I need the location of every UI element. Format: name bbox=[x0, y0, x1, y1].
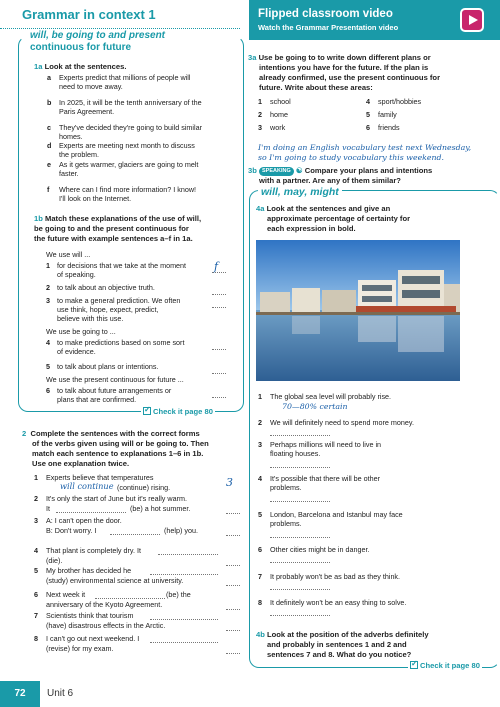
percentage-blank[interactable] bbox=[270, 584, 330, 590]
ex1b-going-line1: to talk about plans or intentions. bbox=[57, 362, 159, 371]
percentage-blank[interactable] bbox=[270, 496, 330, 502]
area-label: home bbox=[270, 110, 288, 119]
area-number: 1 bbox=[258, 97, 262, 106]
ex2-item-text-c: (be) a hot summer. bbox=[130, 504, 191, 513]
going-intro: We use be going to ... bbox=[46, 327, 116, 336]
ex3b-line2: with a partner. Are any of them similar? bbox=[259, 176, 401, 186]
ex3a-example-line2: so I'm going to study vocabulary this weekend. bbox=[258, 153, 445, 162]
ex4b-heading bbox=[256, 630, 496, 660]
ex4a-line2: approximate percentage of certainty for bbox=[267, 213, 411, 223]
ex1b-item-line2: use think, hope, expect, predict, bbox=[57, 305, 159, 314]
ex1b-item-line1: for decisions that we take at the moment bbox=[57, 261, 187, 270]
ex2-item-answer: 3 bbox=[226, 476, 233, 489]
ex1a-item-line1: They've decided they're going to build similar bbox=[59, 123, 202, 132]
area-number: 5 bbox=[366, 110, 370, 119]
ex1a-item-line2: need to move away. bbox=[59, 82, 123, 91]
ex2-item-text-a: It's only the start of June but it's really warm. bbox=[46, 494, 187, 503]
ex4a-item-line1: Other cities might be in danger. bbox=[270, 545, 370, 554]
ex1b-item-line2: of speaking. bbox=[57, 270, 96, 279]
ex4b-line1: Look at the position of the adverbs definitely bbox=[267, 630, 429, 639]
ex2-item-text-c: (help) you. bbox=[164, 526, 198, 535]
ex4a-item-line1: London, Barcelona and Istanbul may face bbox=[270, 510, 403, 519]
answer-blank[interactable] bbox=[226, 558, 240, 566]
ex3a-line1: Use be going to to write down different plans or bbox=[258, 53, 431, 62]
percentage-blank[interactable] bbox=[270, 430, 330, 436]
section2-title: will, may, might bbox=[258, 186, 342, 200]
ex4a-item-line1: We will definitely need to spend more money. bbox=[270, 418, 414, 427]
ex1b-pc-number: 6 bbox=[46, 386, 50, 395]
ex1b-pc-line2: plans that are confirmed. bbox=[57, 395, 137, 404]
ex2-item-number: 7 bbox=[34, 611, 38, 620]
page-number: 72 bbox=[0, 681, 40, 707]
ex1a-instruction: Look at the sentences. bbox=[44, 62, 127, 71]
check-it-label-2: Check it page 80 bbox=[420, 661, 480, 670]
pair-icon: ☯ bbox=[295, 166, 303, 175]
ex2-line3: match each sentence to explanations 1–6 in 1b. bbox=[32, 448, 204, 458]
ex2-item-text-a: A: I can't open the door. bbox=[46, 516, 122, 525]
ex3b-heading bbox=[248, 166, 498, 186]
ex1a-item-line1: As it gets warmer, glaciers are going to melt bbox=[59, 160, 199, 169]
ex2-item-number: 3 bbox=[34, 516, 38, 525]
answer-blank[interactable] bbox=[226, 506, 240, 514]
speaking-badge: SPEAKING bbox=[259, 167, 294, 176]
ex2-item-number: 4 bbox=[34, 546, 38, 555]
ex2-item-number: 8 bbox=[34, 634, 38, 643]
video-title: Flipped classroom video bbox=[258, 8, 393, 20]
section1-title bbox=[30, 30, 240, 54]
answer-blank[interactable] bbox=[212, 285, 226, 295]
ex1a-item-letter: f bbox=[47, 185, 50, 194]
unit-label: Unit 6 bbox=[47, 688, 74, 699]
ex1b-item-number: 2 bbox=[46, 283, 50, 292]
percentage-blank[interactable] bbox=[270, 610, 330, 616]
ex4a-heading bbox=[256, 204, 496, 234]
ex1a-item-line2: homes. bbox=[59, 132, 83, 141]
ex4a-item-number: 2 bbox=[258, 418, 262, 427]
section1-title-line2: continuous for future bbox=[30, 41, 132, 53]
verb-blank[interactable] bbox=[150, 612, 218, 620]
ex1a-item-line1: Where can I find more information? I know! bbox=[59, 185, 197, 194]
play-icon[interactable] bbox=[460, 8, 484, 32]
ex2-item-text-b: anniversary of the Kyoto Agreement. bbox=[46, 600, 163, 609]
ex4a-item-number: 7 bbox=[258, 572, 262, 581]
area-number: 6 bbox=[366, 123, 370, 132]
ex3a-line2: intentions you have for the future. If the plan is bbox=[259, 62, 429, 72]
answer-blank[interactable] bbox=[226, 602, 240, 610]
ex2-item-text-a: I can't go out next weekend. I bbox=[46, 634, 140, 643]
ex3b-number: 3b bbox=[248, 166, 257, 175]
answer-blank[interactable] bbox=[212, 364, 226, 374]
ex4a-item-number: 1 bbox=[258, 392, 262, 401]
ex1a-item-letter: a bbox=[47, 73, 51, 82]
ex3b-line1: Compare your plans and intentions bbox=[304, 166, 433, 175]
check-it-link-1[interactable] bbox=[141, 407, 215, 417]
ex1a-item-letter: b bbox=[47, 98, 52, 107]
ex1b-going-number: 4 bbox=[46, 338, 50, 347]
floating-houses-photo bbox=[256, 240, 460, 381]
ex1b-item-number: 1 bbox=[46, 261, 50, 270]
ex2-heading bbox=[22, 429, 242, 468]
ex1a-item-line2: the problem. bbox=[59, 150, 99, 159]
ex4a-item-line1: It probably won't be as bad as they think. bbox=[270, 572, 401, 581]
answer-blank[interactable] bbox=[212, 340, 226, 350]
area-number: 2 bbox=[258, 110, 262, 119]
ex4b-line2: and probably in sentences 1 and 2 and bbox=[267, 639, 407, 649]
answer-blank[interactable] bbox=[212, 388, 226, 398]
ex2-line4: Use one explanation twice. bbox=[32, 458, 130, 468]
ex2-item-number: 2 bbox=[34, 494, 38, 503]
ex4b-number: 4b bbox=[256, 630, 265, 639]
ex1b-number: 1b bbox=[34, 214, 43, 223]
ex4a-item-number: 6 bbox=[258, 545, 262, 554]
ex2-item-text-b: It bbox=[46, 504, 50, 513]
ex1a-item-letter: e bbox=[47, 160, 51, 169]
ex1a-item-line1: In 2025, it will be the tenth anniversary of the bbox=[59, 98, 202, 107]
ex1a-item-line2: faster. bbox=[59, 169, 79, 178]
ex2-line2: of the verbs given using will or be going to. Then bbox=[32, 438, 209, 448]
verb-blank[interactable] bbox=[110, 527, 160, 535]
ex2-item-text-a2: (be) the bbox=[166, 590, 191, 599]
ex4a-item-line2: problems. bbox=[270, 519, 302, 528]
ex4a-item-line2: problems. bbox=[270, 483, 302, 492]
ex1a-heading bbox=[34, 62, 126, 72]
ex3a-number: 3a bbox=[248, 53, 257, 62]
ex2-item-text-b: (study) environmental science at university. bbox=[46, 576, 184, 585]
ex4a-item-handwriting: 70—80% certain bbox=[282, 402, 348, 411]
ex1a-item-letter: d bbox=[47, 141, 52, 150]
area-label: school bbox=[270, 97, 291, 106]
ex2-number: 2 bbox=[22, 429, 27, 438]
ex4a-item-line2: floating houses. bbox=[270, 449, 321, 458]
area-label: sport/hobbies bbox=[378, 97, 422, 106]
section1-title-line1: will, be going to and present bbox=[30, 30, 166, 41]
ex2-item-text-a: My brother has decided he bbox=[46, 566, 132, 575]
ex2-item-text-b: (die). bbox=[46, 556, 63, 565]
percentage-blank[interactable] bbox=[270, 557, 330, 563]
grammar-header bbox=[0, 0, 240, 26]
ex1b-line3: the future with example sentences a–f in 1a. bbox=[34, 233, 193, 243]
ex4a-item-line1: It definitely won't be an easy thing to solve. bbox=[270, 598, 407, 607]
check-icon bbox=[410, 661, 418, 669]
ex2-item-text-b: (revise) for my exam. bbox=[46, 644, 114, 653]
answer-blank[interactable] bbox=[226, 646, 240, 654]
video-banner[interactable] bbox=[249, 0, 500, 40]
ex3a-heading bbox=[248, 53, 498, 92]
ex2-item-text-b: (continue) rising. bbox=[117, 483, 171, 492]
ex4b-line3: sentences 7 and 8. What do you notice? bbox=[267, 649, 412, 659]
ex4a-item-number: 4 bbox=[258, 474, 262, 483]
verb-blank[interactable] bbox=[150, 567, 218, 575]
ex1b-line2: be going to and the present continuous for bbox=[34, 223, 189, 233]
ex3a-line4: future. Write about these areas: bbox=[259, 82, 373, 92]
ex1b-line1: Match these explanations of the use of will, bbox=[45, 214, 202, 223]
area-label: work bbox=[270, 123, 286, 132]
area-number: 3 bbox=[258, 123, 262, 132]
percentage-blank[interactable] bbox=[270, 462, 330, 468]
ex2-item-text-a: Scientists think that tourism bbox=[46, 611, 134, 620]
ex2-item-text-b: (have) disastrous effects in the Arctic. bbox=[46, 621, 166, 630]
ex1a-item-line1: Experts predict that millions of people will bbox=[59, 73, 191, 82]
check-it-link-2[interactable] bbox=[408, 661, 482, 671]
ex3a-example-line1: I'm doing an English vocabulary test next Wednesday, bbox=[258, 143, 472, 152]
header-rule bbox=[0, 28, 240, 29]
percentage-blank[interactable] bbox=[270, 532, 330, 538]
ex1a-item-line2: Paris Agreement. bbox=[59, 107, 115, 116]
verb-blank[interactable] bbox=[56, 505, 126, 513]
ex1b-item-line1: to talk about an objective truth. bbox=[57, 283, 155, 292]
answer-blank[interactable] bbox=[226, 578, 240, 586]
pc-intro: We use the present continuous for future ... bbox=[46, 375, 184, 384]
check-it-label-1: Check it page 80 bbox=[153, 407, 213, 416]
ex2-item-text-a: That plant is completely dry. It bbox=[46, 546, 141, 555]
ex2-item-text-a: Experts believe that temperatures bbox=[46, 473, 154, 482]
ex2-item-text-b: B: Don't worry. I bbox=[46, 526, 97, 535]
area-number: 4 bbox=[366, 97, 370, 106]
ex1b-item-line1: to make a general prediction. We often bbox=[57, 296, 181, 305]
ex1b-going-line2: of evidence. bbox=[57, 347, 96, 356]
floating-houses-illustration bbox=[256, 240, 460, 381]
verb-blank[interactable] bbox=[158, 547, 218, 555]
ex2-item-number: 6 bbox=[34, 590, 38, 599]
ex2-line1: Complete the sentences with the correct forms bbox=[30, 429, 200, 438]
ex4a-item-line1: It's possible that there will be other bbox=[270, 474, 381, 483]
ex4a-item-number: 3 bbox=[258, 440, 262, 449]
ex1a-item-line2: I'll look on the Internet. bbox=[59, 194, 132, 203]
ex3a-line3: already confirmed, use the present continuous for bbox=[259, 72, 441, 82]
video-subtitle: Watch the Grammar Presentation video bbox=[258, 23, 399, 32]
ex1b-heading bbox=[34, 214, 238, 244]
ex4a-line1: Look at the sentences and give an bbox=[266, 204, 391, 213]
ex1a-item-letter: c bbox=[47, 123, 51, 132]
ex4a-item-line1: The global sea level will probably rise. bbox=[270, 392, 392, 401]
ex2-item-number: 5 bbox=[34, 566, 38, 575]
ex1b-item-number: 3 bbox=[46, 296, 50, 305]
check-icon bbox=[143, 407, 151, 415]
area-label: family bbox=[378, 110, 397, 119]
ex4a-item-number: 5 bbox=[258, 510, 262, 519]
ex4a-number: 4a bbox=[256, 204, 265, 213]
ex1a-number: 1a bbox=[34, 62, 43, 71]
ex1b-going-number: 5 bbox=[46, 362, 50, 371]
answer-blank[interactable] bbox=[226, 528, 240, 536]
ex1b-going-line1: to make predictions based on some sort bbox=[57, 338, 185, 347]
ex4a-item-number: 8 bbox=[258, 598, 262, 607]
ex1b-item-line3: believe with this use. bbox=[57, 314, 124, 323]
ex1b-item-answer: f bbox=[214, 260, 219, 273]
page-title: Grammar in context 1 bbox=[22, 7, 156, 22]
ex1a-item-line1: Experts are meeting next month to discuss bbox=[59, 141, 195, 150]
ex4a-item-line1: Perhaps millions will need to live in bbox=[270, 440, 382, 449]
ex2-item-text-a: Next week it bbox=[46, 590, 86, 599]
ex2-item-handwriting: will continue bbox=[60, 481, 114, 491]
ex1b-pc-line1: to talk about future arrangements or bbox=[57, 386, 172, 395]
answer-blank[interactable] bbox=[212, 298, 226, 308]
ex4a-line3: each expression in bold. bbox=[267, 223, 356, 233]
answer-blank[interactable] bbox=[226, 623, 240, 631]
ex2-item-number: 1 bbox=[34, 473, 38, 482]
verb-blank[interactable] bbox=[95, 591, 165, 599]
will-intro: We use will ... bbox=[46, 250, 91, 259]
area-label: friends bbox=[378, 123, 400, 132]
verb-blank[interactable] bbox=[150, 635, 218, 643]
